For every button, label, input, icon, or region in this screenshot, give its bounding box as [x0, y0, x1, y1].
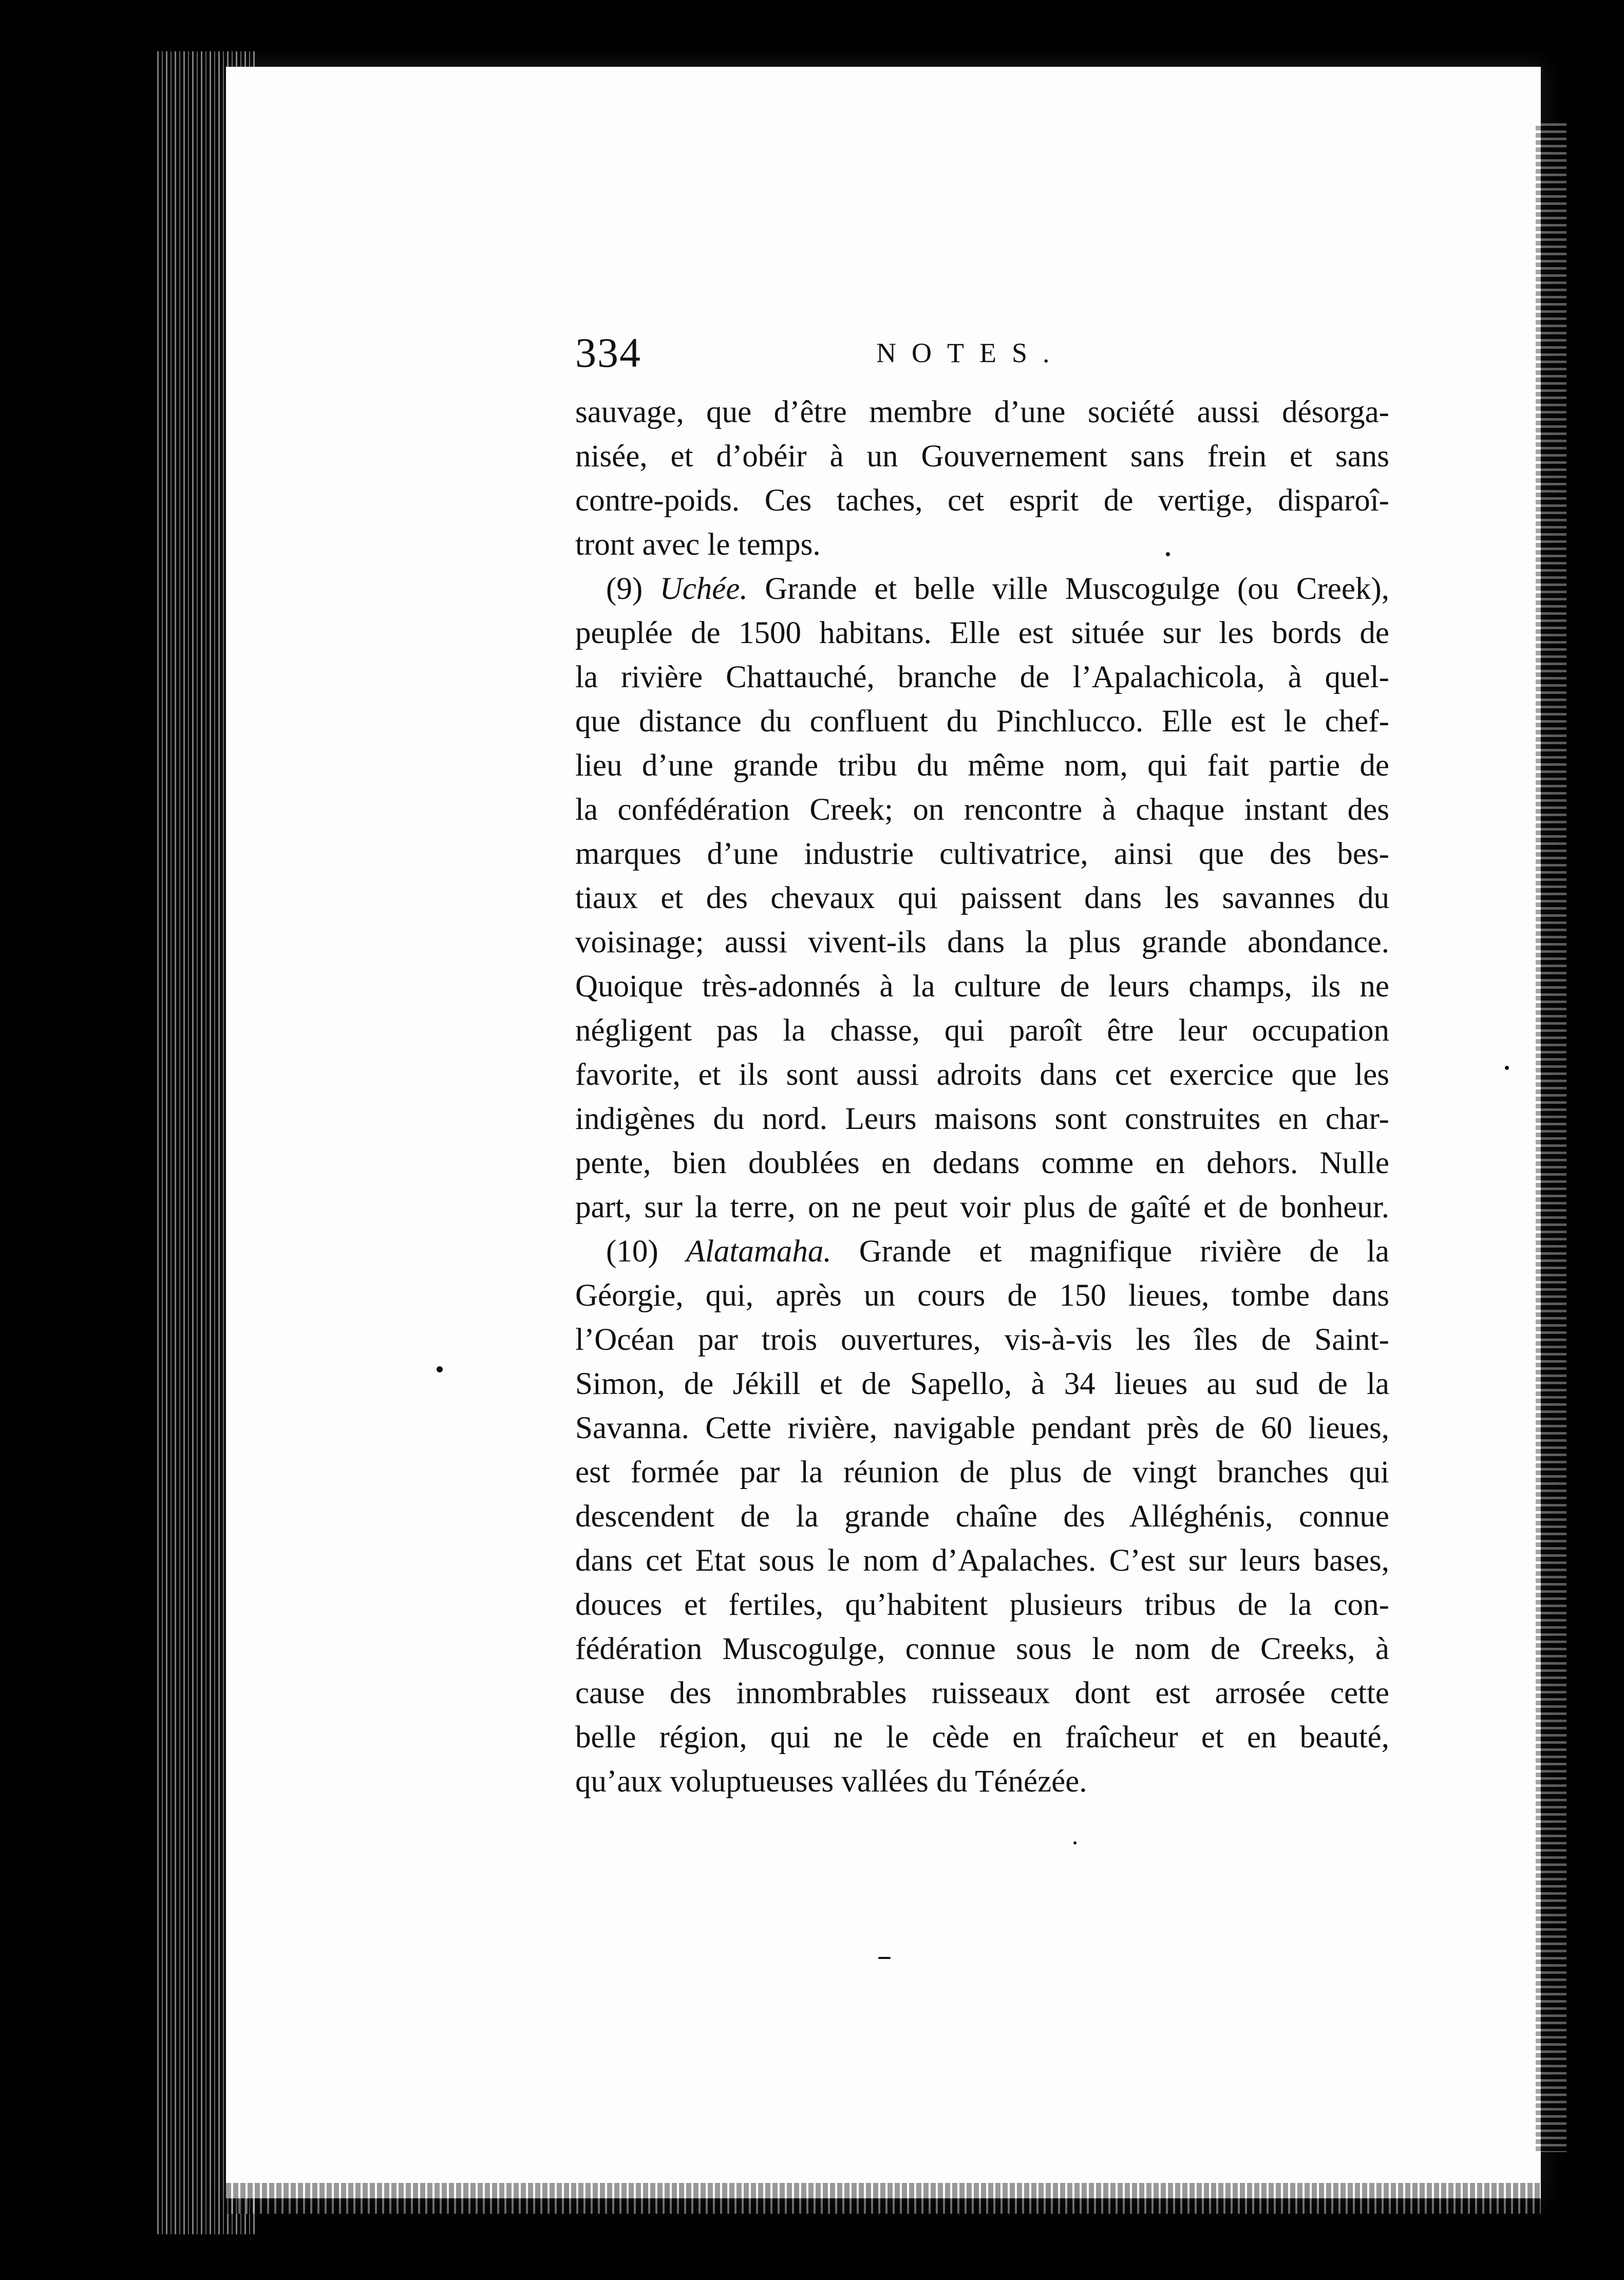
text-line: marques d’une industrie cultivatrice, ainsi que des bes- [575, 837, 1389, 871]
note-9 [575, 567, 1389, 1230]
note-number: (9) [606, 572, 643, 606]
note-term: Alatamaha. [686, 1234, 832, 1269]
text-line: dans cet Etat sous le nom d’Apalaches. C’est sur leurs bases, [575, 1543, 1389, 1578]
text-line: douces et fertiles, qu’habitent plusieurs tribus de la con- [575, 1588, 1389, 1622]
ink-speck [1505, 1066, 1509, 1070]
text-line: tront avec le temps. [575, 527, 821, 562]
text-line: part, sur la terre, on ne peut voir plus de gaîté et de bonheur. [575, 1190, 1389, 1224]
page-number: 334 [575, 329, 641, 376]
text-line: pente, bien doublées en dedans comme en dehors. Nulle [575, 1146, 1389, 1180]
text-line: Savanna. Cette rivière, navigable pendant près de 60 lieues, [575, 1411, 1389, 1445]
note-first-line-text: Grande et magnifique rivière de la [859, 1234, 1390, 1269]
note-first-line [575, 567, 1389, 611]
running-head [575, 329, 1397, 385]
ink-speck [1166, 552, 1170, 556]
text-line: cause des innombrables ruisseaux dont est arrosée cette [575, 1676, 1389, 1710]
text-line: sauvage, que d’être membre d’une société aussi désorga- [575, 395, 1389, 429]
note-term: Uchée. [659, 572, 748, 606]
text-line: qu’aux voluptueuses vallées du Ténézée. [575, 1764, 1087, 1799]
text-line: l’Océan par trois ouvertures, vis-à-vis les îles de Saint- [575, 1323, 1389, 1357]
page-fore-edge [1536, 123, 1566, 2152]
note-10 [575, 1230, 1389, 1804]
note-first-line-text: Grande et belle ville Muscogulge (ou Creek), [765, 572, 1389, 606]
text-line: la confédération Creek; on rencontre à chaque instant des [575, 793, 1389, 827]
text-line: favorite, et ils sont aussi adroits dans cet exercice que les [575, 1058, 1389, 1092]
text-line: peuplée de 1500 habitans. Elle est située sur les bords de [575, 616, 1389, 650]
text-line: fédération Muscogulge, connue sous le nom de Creeks, à [575, 1632, 1389, 1666]
text-line: Quoique très-adonnés à la culture de leurs champs, ils ne [575, 969, 1389, 1004]
text-line: est formée par la réunion de plus de vingt branches qui [575, 1455, 1389, 1490]
text-line: que distance du confluent du Pinchlucco. Elle est le chef- [575, 704, 1389, 739]
ink-speck [437, 1366, 443, 1372]
running-head-title: NOTES. [876, 337, 1065, 368]
ink-speck [878, 1957, 891, 1959]
text-line: lieu d’une grande tribu du même nom, qui fait partie de [575, 748, 1389, 783]
ink-speck [1073, 1841, 1077, 1844]
text-line: négligent pas la chasse, qui paroît être leur occupation [575, 1013, 1389, 1048]
paragraph-continued [575, 390, 1389, 567]
note-first-line [575, 1230, 1389, 1274]
text-line: Géorgie, qui, après un cours de 150 lieues, tombe dans [575, 1278, 1389, 1313]
note-number: (10) [606, 1234, 658, 1269]
text-line: voisinage; aussi vivent-ils dans la plus grande abondance. [575, 925, 1389, 959]
text-line: la rivière Chattauché, branche de l’Apalachicola, à quel- [575, 660, 1389, 694]
text-line: contre-poids. Ces taches, cet esprit de vertige, disparoî- [575, 483, 1389, 518]
text-line: indigènes du nord. Leurs maisons sont construites en char- [575, 1102, 1389, 1136]
text-line: tiaux et des chevaux qui paissent dans les savannes du [575, 881, 1389, 915]
text-line: Simon, de Jékill et de Sapello, à 34 lieues au sud de la [575, 1367, 1389, 1401]
body-text [575, 390, 1389, 1804]
text-line: belle région, qui ne le cède en fraîcheur et en beauté, [575, 1720, 1389, 1755]
text-line: nisée, et d’obéir à un Gouvernement sans frein et sans [575, 439, 1389, 474]
page-bottom-edge [226, 2183, 1541, 2214]
text-line: descendent de la grande chaîne des Alléghénis, connue [575, 1499, 1389, 1534]
